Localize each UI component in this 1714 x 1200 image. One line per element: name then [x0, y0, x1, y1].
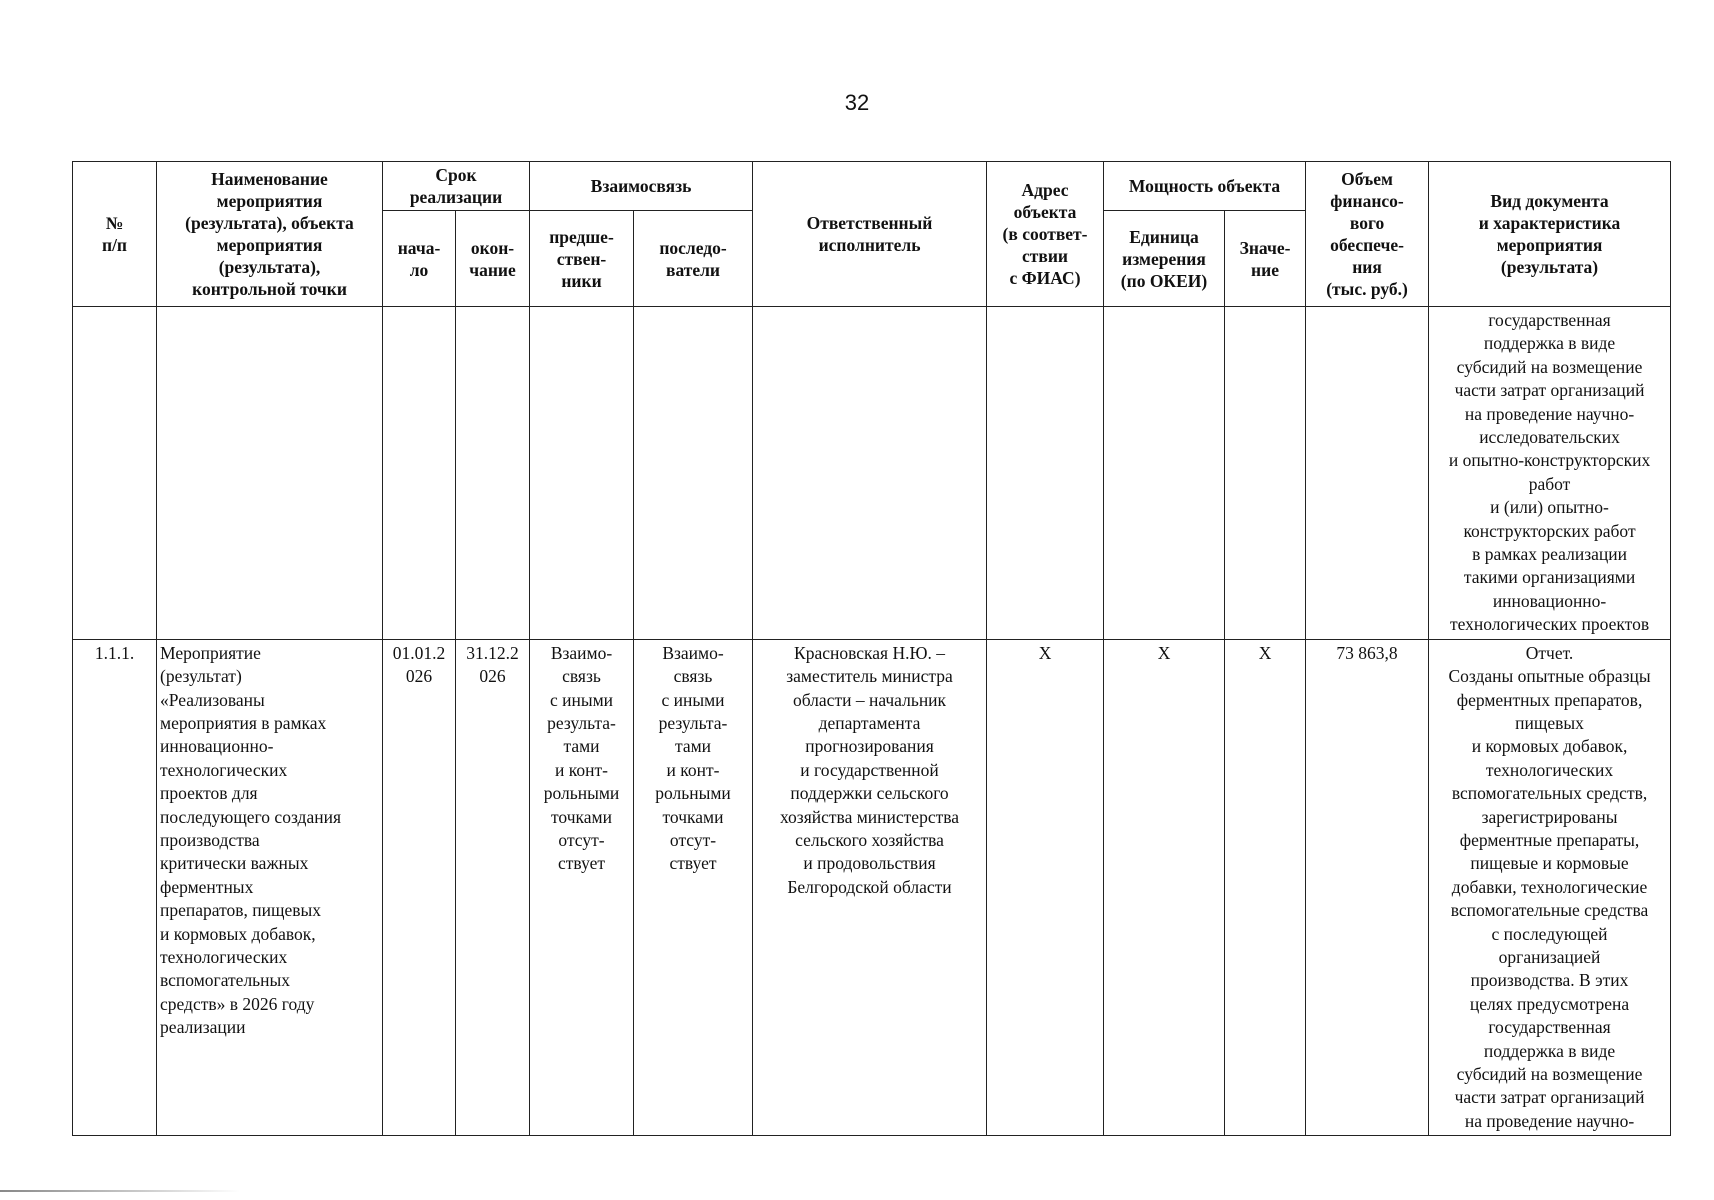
- cell-pred: [530, 307, 634, 640]
- col-header-address: Адрес объекта (в соответ- ствии с ФИАС): [987, 162, 1104, 307]
- col-header-link-pred: предше- ствен- ники: [530, 211, 634, 307]
- col-header-value: Значе- ние: [1225, 211, 1306, 307]
- cell-pred: Взаимо- связь с иными результа- тами и конт- рольными точками отсут- ствует: [530, 639, 634, 1136]
- cell-unit: [1104, 307, 1225, 640]
- scan-artifact-line: [0, 1190, 240, 1192]
- cell-start: 01.01.2 026: [383, 639, 456, 1136]
- cell-end: [456, 307, 530, 640]
- cell-value: [1225, 307, 1306, 640]
- cell-finance: 73 863,8: [1306, 639, 1429, 1136]
- col-header-doc: Вид документа и характеристика мероприятия (результата): [1429, 162, 1671, 307]
- col-header-capacity: Мощность объекта: [1104, 162, 1306, 211]
- col-header-name: Наименование мероприятия (результата), объекта мероприятия (результата), контрольной точки: [157, 162, 383, 307]
- col-header-link-succ: последо- ватели: [634, 211, 753, 307]
- col-header-term-end: окон- чание: [456, 211, 530, 307]
- table-row: [73, 307, 1671, 640]
- cell-value: Х: [1225, 639, 1306, 1136]
- col-header-unit: Единица измерения (по ОКЕИ): [1104, 211, 1225, 307]
- cell-start: [383, 307, 456, 640]
- cell-address: [987, 307, 1104, 640]
- col-header-term-start: нача- ло: [383, 211, 456, 307]
- cell-unit: Х: [1104, 639, 1225, 1136]
- col-header-num: № п/п: [73, 162, 157, 307]
- col-header-responsible: Ответственный исполнитель: [753, 162, 987, 307]
- cell-doc: Отчет. Созданы опытные образцы ферментных препаратов, пищевых и кормовых добавок, технологических вспомогательных средств, зарегистрированы ферментные препараты, пищевые и кормовые добавки, технологические вспомогательные средства с последующей организацией производства. В этих целях предусмотрена государственная поддержка в виде субсидий на возмещение части затрат организаций на проведение научно-: [1429, 639, 1671, 1136]
- cell-name: Мероприятие (результат) «Реализованы мероприятия в рамках инновационно- технологических проектов для последующего создания производства критически важных ферментных препаратов, пищевых и кормовых добавок, технологических вспомогательных средств» в 2026 году реализации: [157, 639, 383, 1136]
- cell-finance: [1306, 307, 1429, 640]
- col-header-link: Взаимосвязь: [530, 162, 753, 211]
- cell-responsible: Красновская Н.Ю. – заместитель министра области – начальник департамента прогнозирования и государственной поддержки сельского хозяйства министерства сельского хозяйства и продовольствия Белгородской области: [753, 639, 987, 1136]
- cell-num: 1.1.1.: [73, 639, 157, 1136]
- cell-responsible: [753, 307, 987, 640]
- cell-name: [157, 307, 383, 640]
- cell-doc: государственная поддержка в виде субсидий на возмещение части затрат организаций на проведение научно- исследовательских и опытно-конструкторских работ и (или) опытно- конструкторских работ в рамках реализации такими организациями инновационно- технологических проектов: [1429, 307, 1671, 640]
- cell-address: Х: [987, 639, 1104, 1136]
- header-row-1: [73, 162, 1671, 211]
- cell-num: [73, 307, 157, 640]
- col-header-term: Срок реализации: [383, 162, 530, 211]
- activity-plan-table: [72, 161, 1671, 1136]
- table-row: [73, 639, 1671, 1136]
- cell-succ: [634, 307, 753, 640]
- page-number: 32: [844, 90, 870, 115]
- col-header-finance: Объем финансо- вого обеспече- ния (тыс. руб.): [1306, 162, 1429, 307]
- cell-end: 31.12.2 026: [456, 639, 530, 1136]
- cell-succ: Взаимо- связь с иными результа- тами и конт- рольными точками отсут- ствует: [634, 639, 753, 1136]
